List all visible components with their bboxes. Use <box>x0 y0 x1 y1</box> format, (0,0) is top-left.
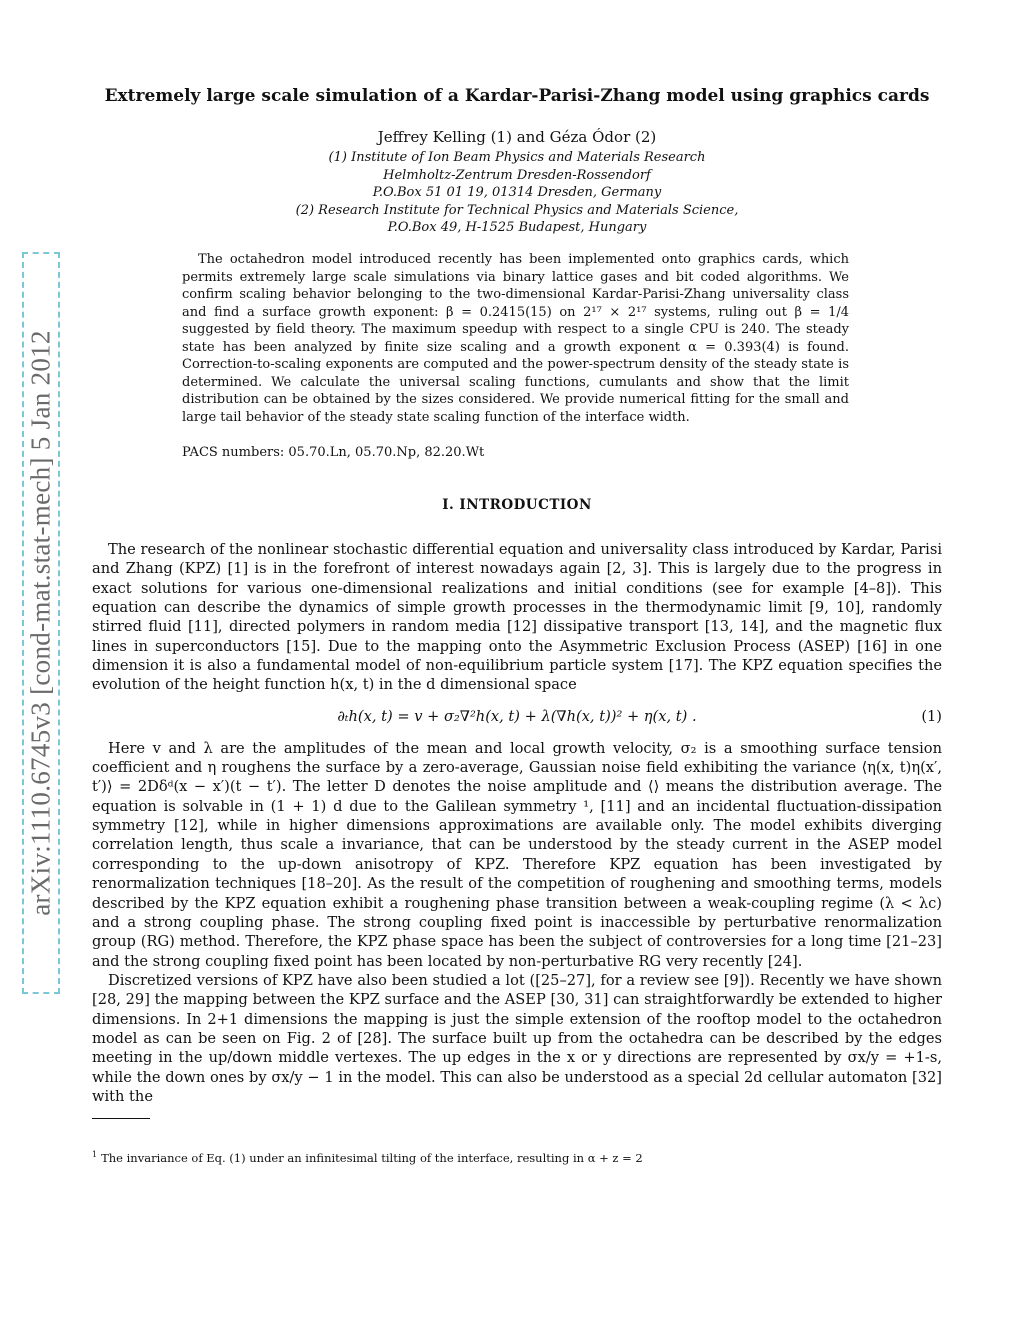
paragraph-3: Discretized versions of KPZ have also been studied a lot ([25–27], for a review see [9]). Recently we have shown [28, 29] the mapping between the KPZ surface and the ASEP [30, 31] can straightforwardly be extended to higher dimensions. In 2+1 dimensions the mapping is just the simple extension of the rooftop model to the octahedron model as can be seen on Fig. 2 of [28]. The surface built up from the octahedra can be described by the edges meeting in the up/down middle vertexes. The up edges in the x or y directions are represented by σx/y = +1-s, while the down ones by σx/y − 1 in the model. This can also be understood as a special 2d cellular automaton [32] with the <box>92 971 942 1105</box>
paper-authors: Jeffrey Kelling (1) and Géza Ódor (2) <box>377 128 657 146</box>
footnote-text: The invariance of Eq. (1) under an infinitesimal tilting of the interface, resulting in α + z = 2 <box>101 1150 643 1165</box>
equation-number: (1) <box>921 707 942 725</box>
affiliation-line: P.O.Box 49, H-1525 Budapest, Hungary <box>387 220 647 236</box>
footnote <box>92 1150 942 1165</box>
body-text <box>92 540 942 1106</box>
affiliation-line: Helmholtz-Zentrum Dresden-Rossendorf <box>383 167 651 183</box>
footnote-mark: 1 <box>92 1150 98 1159</box>
abstract <box>182 251 849 462</box>
pacs-numbers: PACS numbers: 05.70.Ln, 05.70.Np, 82.20.Wt <box>182 445 485 460</box>
paragraph-1: The research of the nonlinear stochastic differential equation and universality class introduced by Kardar, Parisi and Zhang (KPZ) [1] is in the forefront of interest nowadays again [2, 3]. This is largely due to the progress in exact solutions for various one-dimensional realizations and initial conditions (see for example [4–8]). This equation can describe the dynamics of simple growth processes in the thermodynamic limit [9, 10], randomly stirred fluid [11], directed polymers in random media [12] dissipative transport [13, 14], and the magnetic flux lines in superconductors [15]. Due to the mapping onto the Asymmetric Exclusion Process (ASEP) [16] in one dimension it is also a fundamental model of non-equilibrium particle system [17]. The KPZ equation specifies the evolution of the height function h(x, t) in the d dimensional space <box>92 541 942 694</box>
paragraph-2: Here v and λ are the amplitudes of the mean and local growth velocity, σ₂ is a smoothing surface tension coefficient and η roughens the surface by a zero-average, Gaussian noise field exhibiting the variance ⟨η(x, t)η(x′, t′)⟩ = 2Dδᵈ(x − x′)(t − t′). The letter D denotes the noise amplitude and ⟨⟩ means the distribution average. The equation is solvable in (1 + 1) d due to the Galilean symmetry ¹, [11] and an incidental fluctuation-dissipation symmetry [12], while in higher dimensions approximations are available only. The model exhibits diverging correlation length, thus scale a invariance, that can be understood by the steady current in the ASEP model corresponding to the up-down anisotropy of KPZ. Therefore KPZ equation has been investigated by renormalization techniques [18–20]. As the result of the competition of roughening and smoothing terms, models described by the KPZ equation exhibit a roughening phase transition between a weak-coupling regime (λ < λc) and a strong coupling phase. The strong coupling fixed point is inaccessible by perturbative renormalization group (RG) method. Therefore, the KPZ phase space has been the subject of controversies for a long time [21–23] and the strong coupling fixed point has been located by non-perturbative RG very recently [24]. <box>92 739 942 970</box>
affiliation-line: P.O.Box 51 01 19, 01314 Dresden, Germany <box>372 185 662 201</box>
equation-1 <box>92 701 942 733</box>
affiliation-line: (1) Institute of Ion Beam Physics and Materials Research <box>328 150 706 165</box>
abstract-text: The octahedron model introduced recently has been implemented onto graphics cards, which permits extremely large scale simulations via binary lattice gases and bit coded algorithms. We confirm scaling behavior belonging to the two-dimensional Kardar-Parisi-Zhang universality class and find a surface growth exponent: β = 0.2415(15) on 2¹⁷ × 2¹⁷ systems, ruling out β = 1/4 suggested by field theory. The maximum speedup with respect to a single CPU is 240. The steady state has been analyzed by finite size scaling and a growth exponent α = 0.393(4) is found. Correction-to-scaling exponents are computed and the power-spectrum density of the steady state is determined. We calculate the universal scaling functions, cumulants and show that the limit distribution can be obtained by the sizes considered. We provide numerical fitting for the small and large tail behavior of the steady state scaling function of the interface width. <box>182 252 849 425</box>
paper-title: Extremely large scale simulation of a Kardar-Parisi-Zhang model using graphics cards <box>104 86 930 106</box>
footnote-rule <box>92 1118 150 1119</box>
arxiv-identifier: arXiv:1110.6745v3 [cond-mat.stat-mech] 5 Jan 2012 <box>25 330 56 916</box>
section-heading: I. INTRODUCTION <box>442 497 592 513</box>
equation-expression: ∂ₜh(x, t) = v + σ₂∇²h(x, t) + λ(∇h(x, t))² + η(x, t) . <box>337 707 697 725</box>
author-affiliations <box>92 149 942 237</box>
arxiv-sidebar-stamp <box>22 252 60 994</box>
affiliation-line: (2) Research Institute for Technical Physics and Materials Science, <box>295 202 739 218</box>
